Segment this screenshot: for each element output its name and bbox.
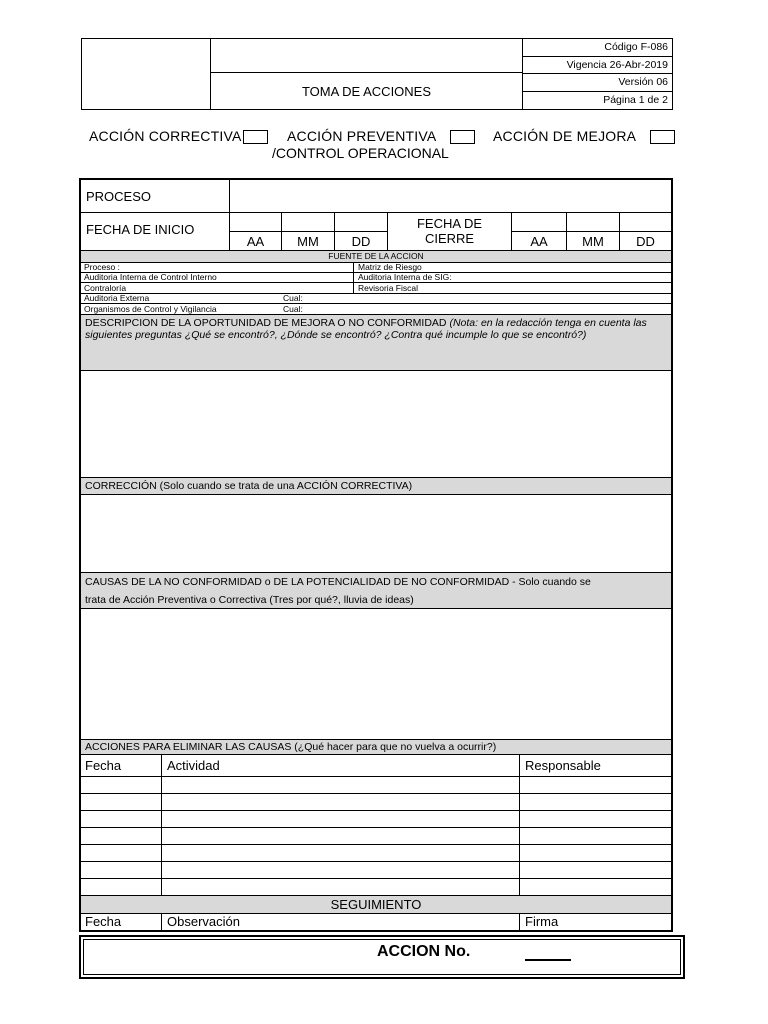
action-form [79, 178, 673, 932]
mm-label: MM [582, 234, 604, 249]
fuente-title: FUENTE DE LA ACCION [81, 251, 671, 263]
codigo-label: Código F-086 [523, 39, 672, 57]
mm-label: MM [297, 234, 319, 249]
fuente-revisoria: Revisoria Fiscal [353, 283, 418, 293]
acciones-row[interactable] [81, 879, 671, 896]
causas-header [81, 573, 671, 609]
acciones-title: ACCIONES PARA ELIMINAR LAS CAUSAS (¿Qué hacer para que no vuelva a ocurrir?) [81, 740, 671, 755]
header-blank-cell [211, 39, 522, 73]
accion-preventiva-checkbox[interactable] [450, 130, 475, 144]
causas-title-1: CAUSAS DE LA NO CONFORMIDAD o DE LA POTENCIALIDAD DE NO CONFORMIDAD - Solo cuando se [85, 576, 591, 588]
fuente-auditoria-sig: Auditoria Interna de SIG: [353, 273, 452, 282]
acciones-row[interactable] [81, 845, 671, 862]
accion-mejora-checkbox[interactable] [650, 130, 675, 144]
fuente-row-5 [81, 304, 671, 315]
causas-title-2: trata de Acción Preventiva o Correctiva (Tres por qué?, lluvia de ideas) [85, 594, 414, 606]
fecha-cierre-label: FECHA DE CIERRE [387, 213, 511, 250]
seguimiento-header-row [81, 914, 671, 930]
accion-correctiva-label: ACCIÓN CORRECTIVA [89, 128, 242, 144]
fuente-auditoria-interna: Auditoria Interna de Control Interno [84, 272, 217, 282]
seg-fecha: Fecha [85, 914, 122, 929]
correccion-field[interactable] [81, 495, 671, 573]
fecha-inicio-mm[interactable] [281, 213, 334, 250]
accion-number-box [79, 935, 685, 979]
fuente-cual-1: Cual: [283, 293, 303, 303]
document-meta [522, 39, 672, 109]
seguimiento-title: SEGUIMIENTO [81, 896, 671, 914]
acciones-row[interactable] [81, 828, 671, 845]
accion-preventiva-label: ACCIÓN PREVENTIVA [287, 128, 437, 144]
acciones-row[interactable] [81, 811, 671, 828]
aa-label: AA [530, 234, 548, 249]
fuente-cual-2: Cual: [283, 304, 303, 314]
fecha-inicio-label: FECHA DE INICIO [86, 222, 195, 237]
fuente-matriz: Matriz de Riesgo [353, 263, 422, 272]
proceso-label: PROCESO [86, 189, 152, 204]
proceso-row [81, 180, 671, 213]
accion-preventiva-sublabel: /CONTROL OPERACIONAL [272, 145, 449, 161]
accion-no-field[interactable] [525, 959, 571, 961]
acciones-row[interactable] [81, 862, 671, 879]
accion-correctiva-checkbox[interactable] [243, 130, 268, 144]
seg-firma: Firma [519, 914, 671, 930]
aa-label: AA [246, 234, 265, 249]
fuente-organismos: Organismos de Control y Vigilancia [84, 304, 217, 314]
fecha-row [81, 213, 671, 251]
causas-field[interactable] [81, 609, 671, 740]
fecha-inicio-dd[interactable] [334, 213, 387, 250]
document-title: TOMA DE ACCIONES [301, 83, 432, 99]
descripcion-title: DESCRIPCION DE LA OPORTUNIDAD DE MEJORA O NO CONFORMIDAD [85, 317, 447, 329]
fecha-inicio-aa[interactable] [229, 213, 281, 250]
fuente-row-2 [81, 273, 671, 283]
dd-label: DD [351, 234, 371, 249]
fecha-cierre-mm[interactable] [566, 213, 619, 250]
dd-label: DD [636, 234, 655, 249]
fecha-cierre-dd[interactable] [619, 213, 671, 250]
col-responsable: Responsable [519, 755, 671, 776]
correccion-title: CORRECCIÓN (Solo cuando se trata de una ACCIÓN CORRECTIVA) [81, 478, 671, 495]
seg-observacion: Observación [161, 914, 519, 930]
proceso-field[interactable] [229, 180, 671, 212]
acciones-row[interactable] [81, 777, 671, 794]
pagina-label: Página 1 de 2 [603, 93, 668, 106]
descripcion-note: (Nota: en la redacción tenga en cuenta las siguientes preguntas ¿Qué se encontró?, ¿Dónde se encontró? ¿Contra qué incumple lo que se encontró?) [85, 317, 647, 341]
fuente-row-3 [81, 283, 671, 294]
accion-no-label: ACCION No. [377, 943, 471, 960]
col-fecha: Fecha [85, 758, 122, 773]
action-type-row [89, 128, 689, 164]
vigencia-label: Vigencia 26-Abr-2019 [523, 57, 672, 75]
acciones-header-row [81, 755, 671, 777]
version-label: Versión 06 [523, 74, 672, 92]
fuente-row-4 [81, 294, 671, 304]
descripcion-header [81, 315, 671, 371]
fuente-auditoria-externa: Auditoria Externa [84, 293, 150, 303]
document-header [81, 38, 673, 110]
fecha-cierre-aa[interactable] [511, 213, 566, 250]
descripcion-field[interactable] [81, 371, 671, 478]
acciones-row[interactable] [81, 794, 671, 811]
col-actividad: Actividad [161, 755, 519, 776]
logo-cell [82, 39, 211, 109]
fuente-contraloria: Contraloría [84, 283, 127, 293]
fuente-proceso: Proceso : [84, 262, 120, 272]
accion-mejora-label: ACCIÓN DE MEJORA [493, 128, 637, 144]
